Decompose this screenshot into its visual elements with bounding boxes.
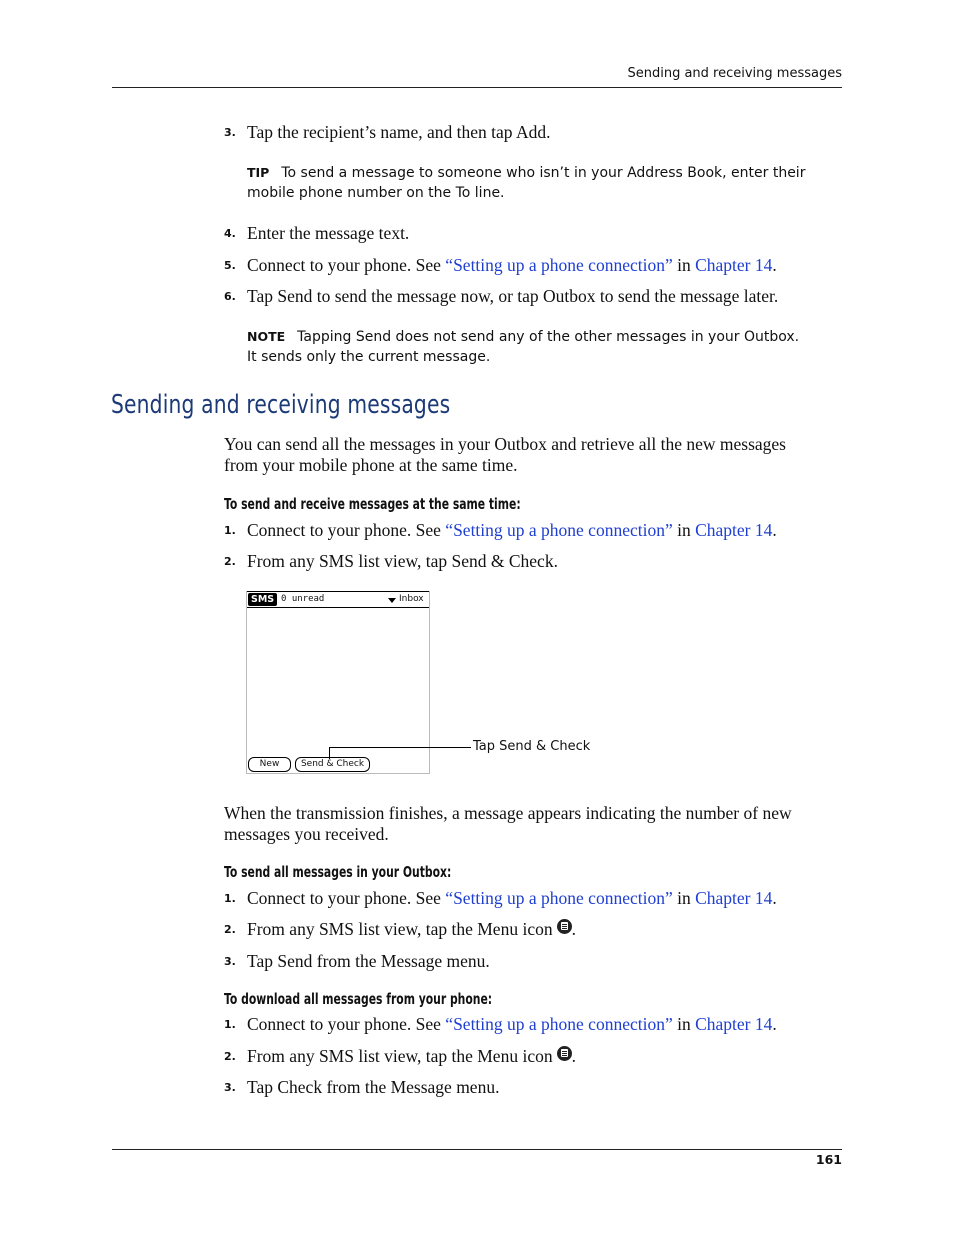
- step-text-mid: in: [672, 255, 696, 275]
- section-heading: Sending and receiving messages: [111, 390, 451, 420]
- step-text: Tap Check from the Message menu.: [247, 1077, 500, 1097]
- dropdown-triangle-icon[interactable]: [388, 598, 396, 603]
- note-line-1: Tapping Send does not send any of the other messages in your Outbox.: [297, 329, 800, 345]
- menu-icon: [557, 919, 572, 934]
- send-and-check-button[interactable]: Send & Check: [295, 757, 370, 772]
- section-intro: [224, 434, 844, 476]
- tip-line-2: mobile phone number on the To line.: [247, 184, 505, 201]
- header-rule: [112, 87, 842, 88]
- step-text: Enter the message text.: [247, 223, 410, 243]
- running-header: Sending and receiving messages: [627, 66, 842, 81]
- step-text: [247, 1014, 777, 1035]
- callout-leader: [329, 747, 330, 759]
- step-text: [247, 255, 777, 276]
- step-number: 3.: [224, 1081, 236, 1094]
- tip-box: [247, 163, 837, 203]
- step-text-main: From any SMS list view, tap the Menu icon: [247, 1046, 553, 1066]
- after-line-2: messages you received.: [224, 824, 389, 844]
- step-number: 3.: [224, 126, 236, 139]
- link-chapter-14[interactable]: Chapter 14: [695, 520, 773, 540]
- note-box: [247, 327, 837, 367]
- step-text: [247, 520, 777, 541]
- link-chapter-14[interactable]: Chapter 14: [695, 1014, 773, 1034]
- step-number: 2.: [224, 923, 236, 936]
- step-text: Tap Send from the Message menu.: [247, 951, 490, 971]
- link-setting-up-phone[interactable]: “Setting up a phone connection”: [445, 255, 673, 275]
- menu-icon: [557, 1046, 572, 1061]
- intro-line-1: You can send all the messages in your Outbox and retrieve all the new messages: [224, 434, 786, 454]
- sms-title-bar: [247, 591, 429, 608]
- step-number: 2.: [224, 555, 236, 568]
- step-text: From any SMS list view, tap Send & Check.: [247, 551, 558, 571]
- step-text-mid: in: [672, 520, 696, 540]
- step-number: 1.: [224, 524, 236, 537]
- step-text: Tap the recipient’s name, and then tap Add.: [247, 122, 551, 142]
- step-text-mid: in: [672, 888, 696, 908]
- step-number: 2.: [224, 1050, 236, 1063]
- step-number: 4.: [224, 227, 236, 240]
- link-setting-up-phone[interactable]: “Setting up a phone connection”: [445, 888, 673, 908]
- step-text: Tap Send to send the message now, or tap Outbox to send the message later.: [247, 286, 779, 306]
- step-number: 6.: [224, 290, 236, 303]
- tip-label: TIP: [247, 165, 270, 180]
- step-text-post: .: [571, 1046, 576, 1066]
- footer-rule: [112, 1149, 842, 1150]
- after-figure-text: [224, 803, 844, 845]
- procedure-title-send-outbox: To send all messages in your Outbox:: [224, 863, 452, 881]
- link-chapter-14[interactable]: Chapter 14: [695, 255, 773, 275]
- step-text-post: .: [772, 888, 777, 908]
- step-text: [247, 919, 576, 940]
- new-button[interactable]: New: [248, 757, 291, 772]
- step-text-post: .: [571, 919, 576, 939]
- step-text-mid: in: [672, 1014, 696, 1034]
- note-line-2: It sends only the current message.: [247, 348, 491, 365]
- intro-line-2: from your mobile phone at the same time.: [224, 455, 518, 475]
- step-text-pre: Connect to your phone. See: [247, 520, 446, 540]
- step-text-main: From any SMS list view, tap the Menu icon: [247, 919, 553, 939]
- after-line-1: When the transmission finishes, a message appears indicating the number of new: [224, 803, 792, 823]
- link-chapter-14[interactable]: Chapter 14: [695, 888, 773, 908]
- procedure-title-send-receive: To send and receive messages at the same time:: [224, 495, 521, 513]
- page-number: 161: [815, 1152, 842, 1167]
- step-number: 3.: [224, 955, 236, 968]
- note-label: NOTE: [247, 329, 286, 344]
- step-text: [247, 1046, 576, 1067]
- step-number: 5.: [224, 259, 236, 272]
- unread-count: 0 unread: [281, 594, 325, 604]
- step-number: 1.: [224, 1018, 236, 1031]
- tip-line-1: To send a message to someone who isn’t in your Address Book, enter their: [281, 165, 806, 181]
- procedure-title-download: To download all messages from your phone:: [224, 990, 493, 1008]
- step-text-post: .: [772, 520, 777, 540]
- step-text-pre: Connect to your phone. See: [247, 255, 446, 275]
- step-number: 1.: [224, 892, 236, 905]
- callout-line: [329, 747, 471, 748]
- step-text-pre: Connect to your phone. See: [247, 1014, 446, 1034]
- step-text: [247, 888, 777, 909]
- callout-label: Tap Send & Check: [473, 739, 591, 754]
- step-text-post: .: [772, 1014, 777, 1034]
- link-setting-up-phone[interactable]: “Setting up a phone connection”: [445, 1014, 673, 1034]
- sms-app-badge: SMS: [248, 593, 277, 606]
- step-text-post: .: [772, 255, 777, 275]
- step-text-pre: Connect to your phone. See: [247, 888, 446, 908]
- link-setting-up-phone[interactable]: “Setting up a phone connection”: [445, 520, 673, 540]
- category-picker[interactable]: Inbox: [399, 594, 424, 604]
